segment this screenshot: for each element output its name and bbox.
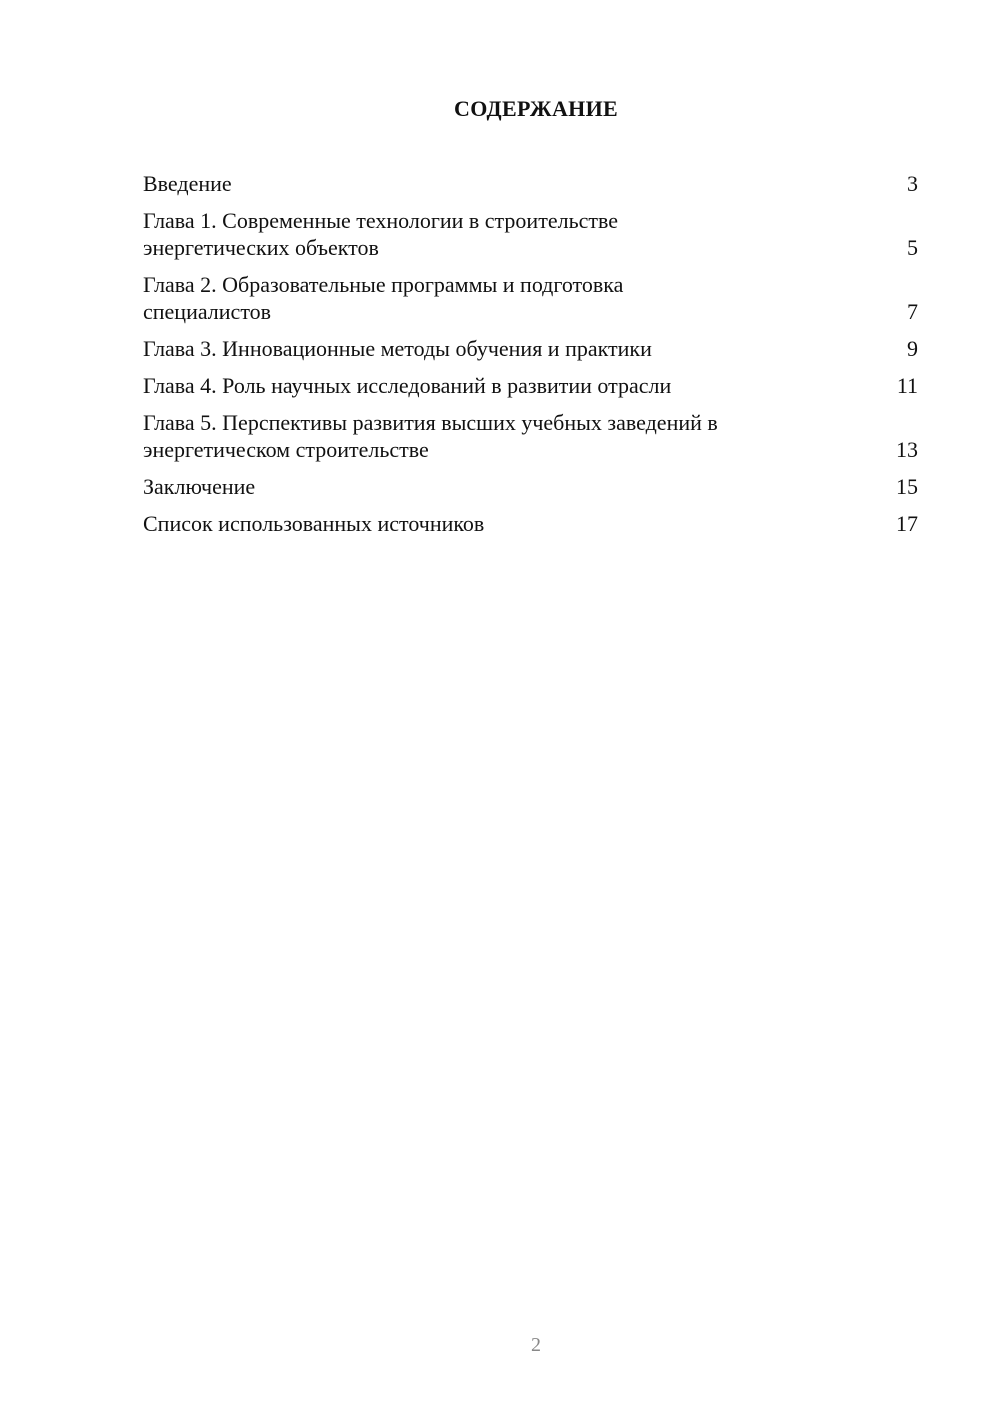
toc-entry-title-line: специалистов <box>143 299 272 324</box>
toc-entry-page: 3 <box>907 171 918 196</box>
toc-entry-title <box>143 473 878 500</box>
toc-entry-chapter-4 <box>143 372 918 399</box>
toc-entry-title <box>143 335 878 362</box>
toc-entry-references <box>143 510 918 537</box>
toc-entry-title <box>143 372 878 399</box>
toc-entry-page: 5 <box>907 235 918 260</box>
toc-entry-chapter-5 <box>143 409 918 463</box>
toc-entry-page: 17 <box>896 511 918 536</box>
toc-entry-title-line: Глава 4. Роль научных исследований в развитии отрасли <box>143 373 672 398</box>
toc-entry-title <box>143 170 878 197</box>
toc-entry-page: 13 <box>896 437 918 462</box>
toc-entry-title <box>143 271 878 325</box>
toc-entry-introduction <box>143 170 918 197</box>
toc-entry-title-line: Введение <box>143 171 232 196</box>
toc-entry-title-line: Заключение <box>143 474 256 499</box>
toc-entry-title-line: Список использованных источников <box>143 511 485 536</box>
toc-entry-chapter-3 <box>143 335 918 362</box>
toc-entry-title-line: энергетическом строительстве <box>143 437 429 462</box>
page-number: 2 <box>531 1334 541 1356</box>
toc-entry-title <box>143 207 878 261</box>
toc-entry-title-line: Глава 3. Инновационные методы обучения и практики <box>143 336 652 361</box>
toc-entry-title <box>143 510 878 537</box>
toc-entry-title-line: Глава 1. Современные технологии в строительстве <box>143 208 618 233</box>
toc-entry-page: 11 <box>896 373 918 398</box>
page-title: СОДЕРЖАНИЕ <box>454 96 618 121</box>
toc-entry-page: 15 <box>896 474 918 499</box>
toc-entry-page: 9 <box>907 336 918 361</box>
toc-entry-title <box>143 409 878 463</box>
toc-entry-page: 7 <box>907 299 918 324</box>
toc-entry-chapter-1 <box>143 207 918 261</box>
toc-entry-title-line: Глава 2. Образовательные программы и подготовка <box>143 272 624 297</box>
toc-entry-chapter-2 <box>143 271 918 325</box>
toc-entry-title-line: энергетических объектов <box>143 235 379 260</box>
table-of-contents <box>143 170 918 547</box>
toc-entry-conclusion <box>143 473 918 500</box>
toc-entry-title-line: Глава 5. Перспективы развития высших учебных заведений в <box>143 410 718 435</box>
